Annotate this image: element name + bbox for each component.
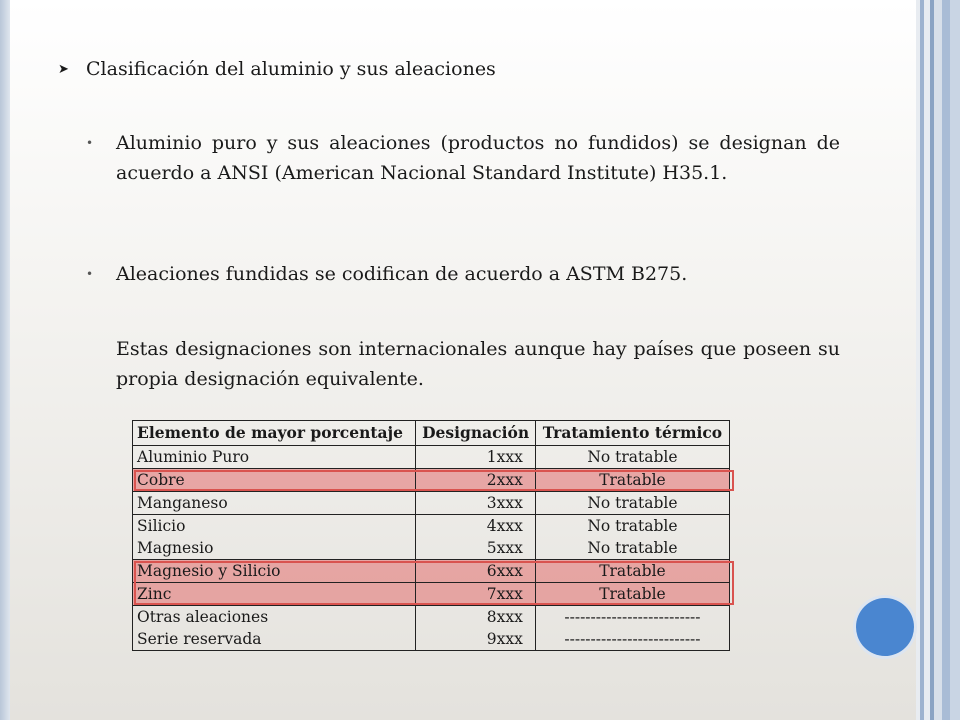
cell-designation: 4xxx <box>416 515 536 538</box>
header-element: Elemento de mayor porcentaje <box>133 421 416 446</box>
cell-treatment: Tratable <box>535 560 729 583</box>
cell-treatment: No tratable <box>535 446 729 469</box>
slide-decorative-stripes <box>916 0 960 720</box>
cell-designation: 8xxx <box>416 606 536 629</box>
table-row <box>133 446 730 469</box>
bullet-astm <box>86 259 840 289</box>
bullet-ansi <box>86 128 840 188</box>
cell-element: Manganeso <box>133 492 416 515</box>
cell-treatment: No tratable <box>535 515 729 538</box>
slide-heading <box>58 58 496 80</box>
table-row <box>133 492 730 515</box>
decorative-circle <box>856 598 914 656</box>
table-row <box>133 606 730 629</box>
cell-treatment: Tratable <box>535 583 729 606</box>
cell-element: Serie reservada <box>133 628 416 651</box>
cell-designation: 1xxx <box>416 446 536 469</box>
cell-designation: 7xxx <box>416 583 536 606</box>
table-row <box>133 515 730 538</box>
cell-designation: 6xxx <box>416 560 536 583</box>
arrow-bullet-icon: ➤ <box>58 62 69 77</box>
cell-designation: 2xxx <box>416 469 536 492</box>
table-row <box>133 583 730 606</box>
heading-text: Clasificación del aluminio y sus aleaciones <box>86 58 496 80</box>
cell-designation: 5xxx <box>416 537 536 560</box>
cell-element: Otras aleaciones <box>133 606 416 629</box>
table-row <box>133 469 730 492</box>
cell-element: Aluminio Puro <box>133 446 416 469</box>
cell-designation: 3xxx <box>416 492 536 515</box>
table-header-row <box>133 421 730 446</box>
alloy-designation-table <box>132 420 730 651</box>
slide-left-border <box>0 0 10 720</box>
cell-treatment: -------------------------- <box>535 606 729 629</box>
cell-element: Zinc <box>133 583 416 606</box>
cell-element: Magnesio <box>133 537 416 560</box>
bullet-text: Aluminio puro y sus aleaciones (productos no fundidos) se designan de acuerdo a ANSI (American Nacional Standard Institute) H35.1. <box>116 132 840 184</box>
cell-designation: 9xxx <box>416 628 536 651</box>
cell-treatment: No tratable <box>535 492 729 515</box>
bullet-dot-icon: • <box>86 136 94 150</box>
cell-treatment: Tratable <box>535 469 729 492</box>
table-row <box>133 560 730 583</box>
bullet-text: Aleaciones fundidas se codifican de acuerdo a ASTM B275. <box>116 263 688 285</box>
table-row <box>133 628 730 651</box>
table-row <box>133 537 730 560</box>
cell-element: Cobre <box>133 469 416 492</box>
cell-element: Silicio <box>133 515 416 538</box>
note-paragraph: Estas designaciones son internacionales aunque hay países que poseen su propia designación equivalente. <box>116 338 840 390</box>
header-treatment: Tratamiento térmico <box>535 421 729 446</box>
cell-element: Magnesio y Silicio <box>133 560 416 583</box>
header-designation: Designación <box>416 421 536 446</box>
cell-treatment: No tratable <box>535 537 729 560</box>
bullet-dot-icon: • <box>86 267 94 281</box>
cell-treatment: -------------------------- <box>535 628 729 651</box>
